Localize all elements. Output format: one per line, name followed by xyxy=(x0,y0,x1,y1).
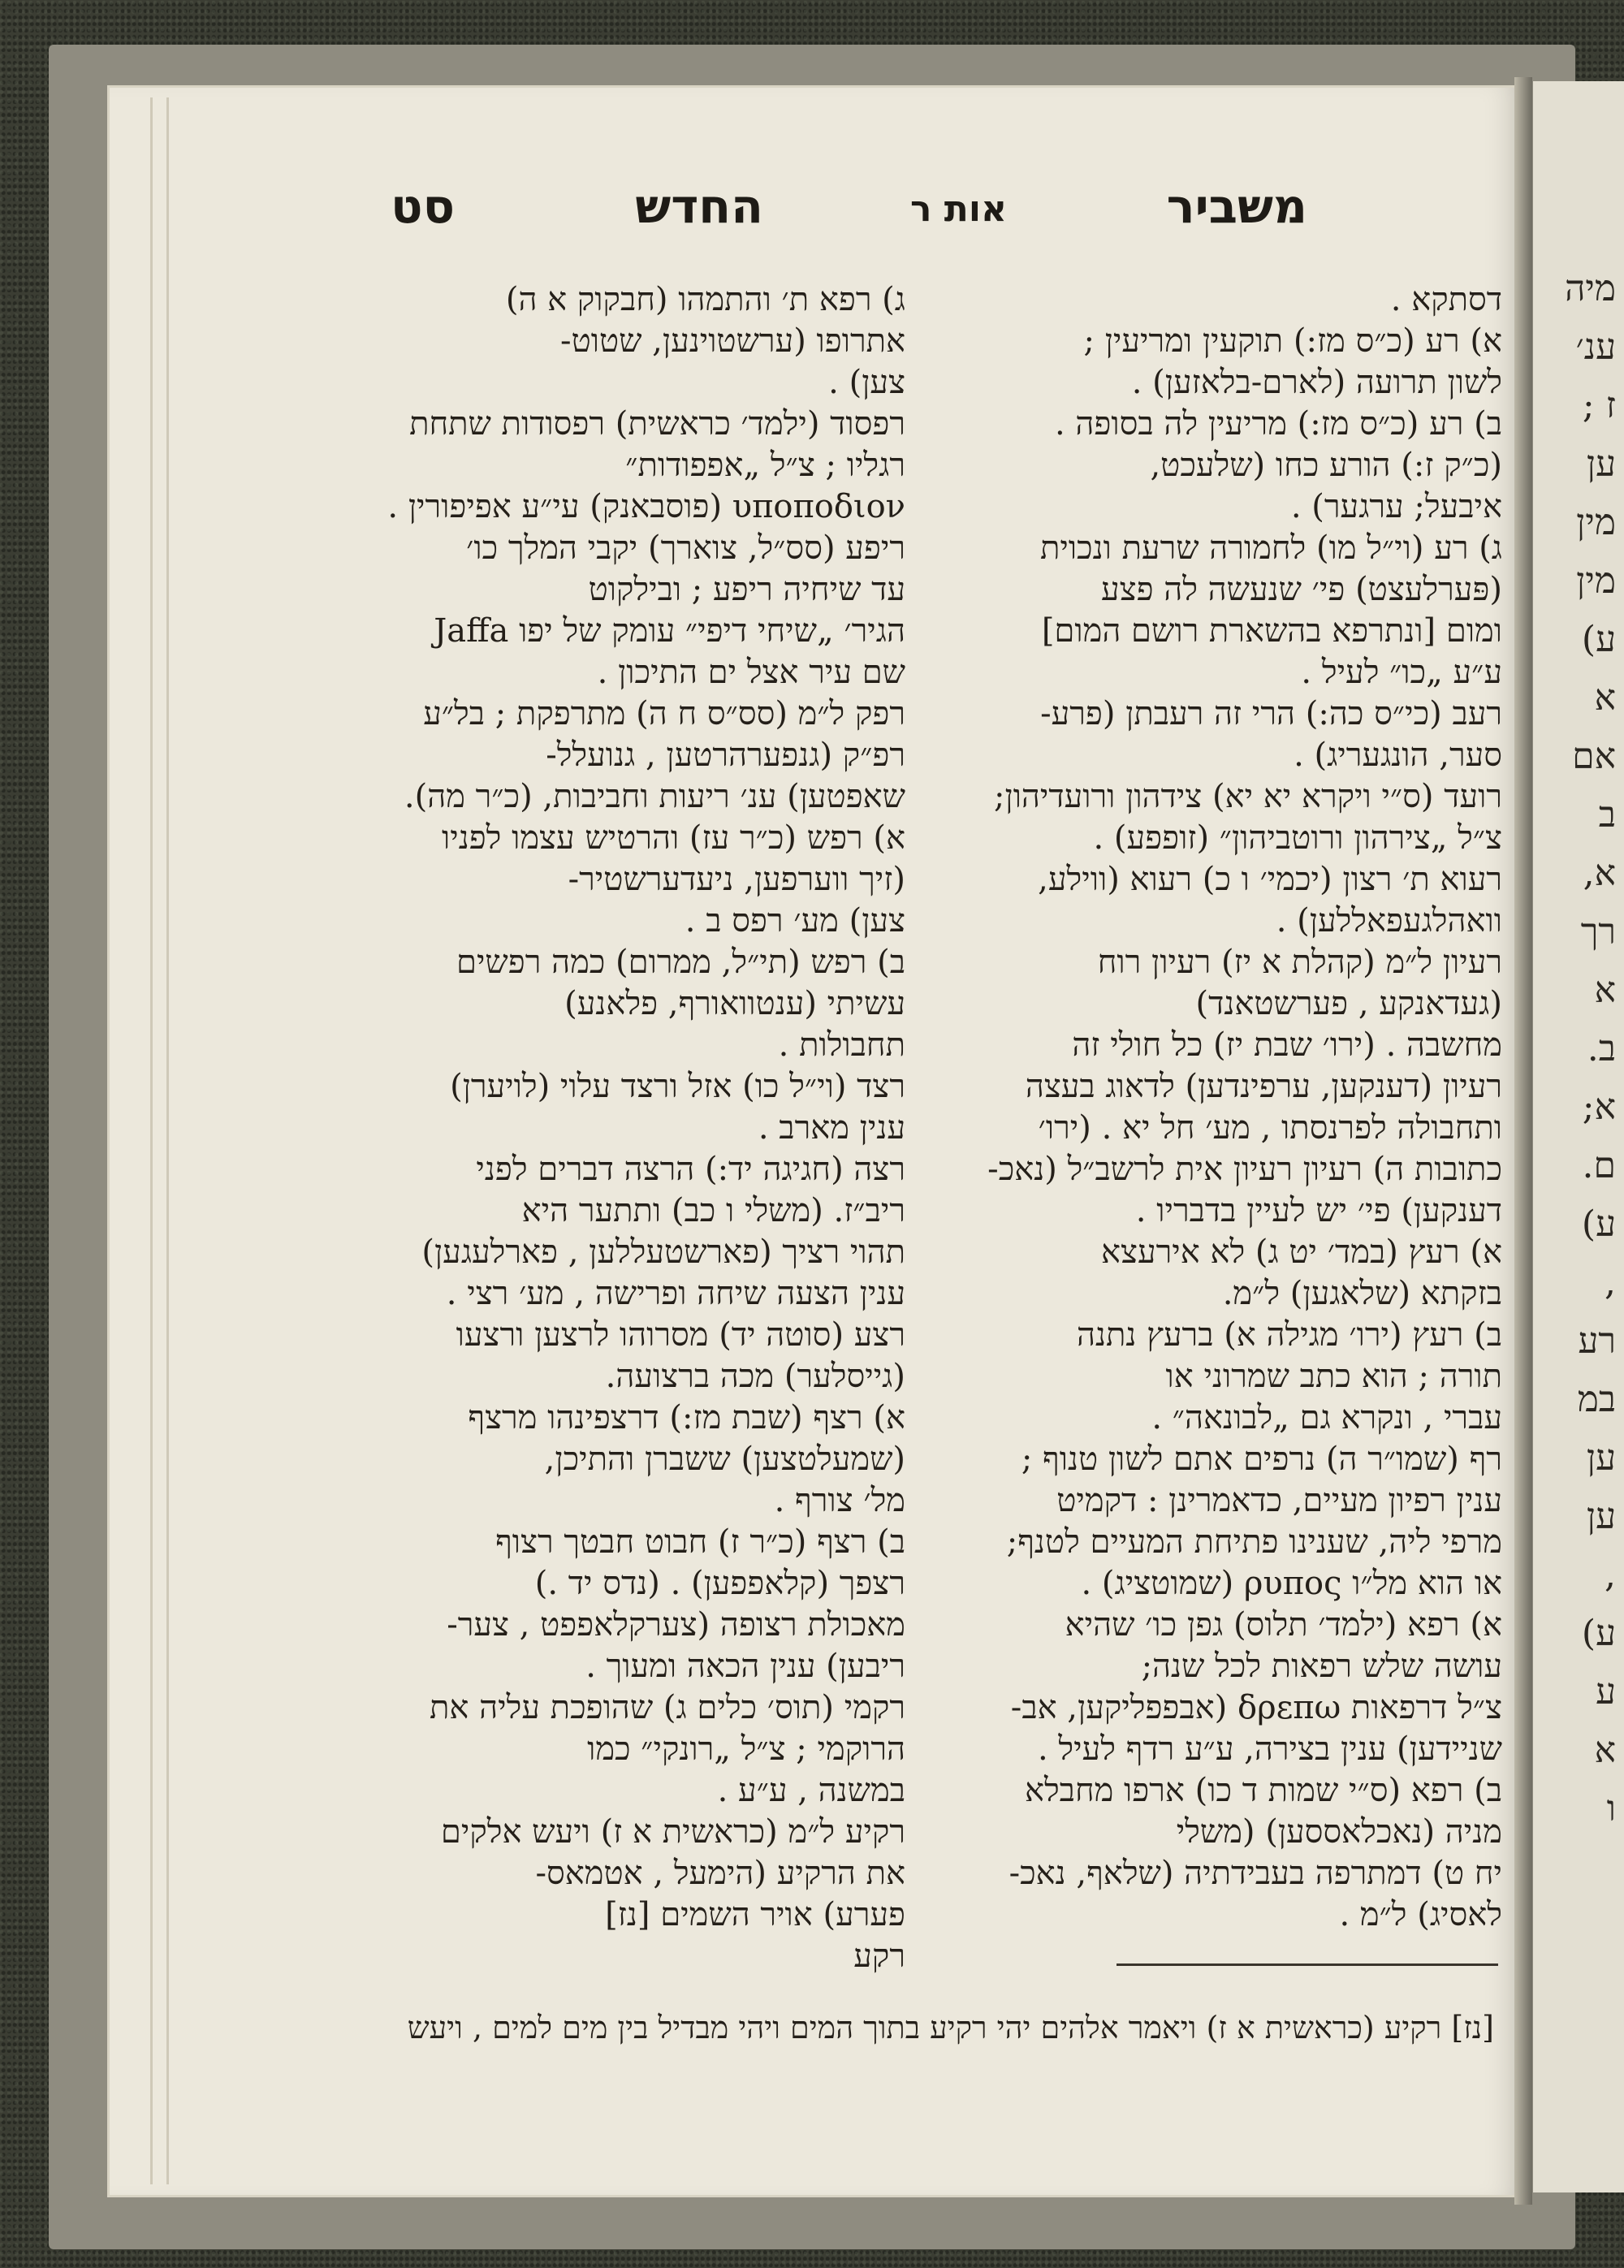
text-line: בזקתא (שלאגען) ל״מ. xyxy=(1222,1275,1502,1312)
text-line: (פּערלעצט) פי׳ שנעשה לה פצע xyxy=(1100,571,1502,608)
text-line: תורה ; הוא כתב שמרוני או xyxy=(1165,1358,1502,1395)
text-line: עשיתי (ענטוואורף, פלאנע) xyxy=(564,985,905,1022)
text-line: רקיע ל״מ (כראשית א ז) ויעש אלקים xyxy=(440,1813,905,1851)
facing-page-text: ען xyxy=(1586,1437,1616,1479)
text-line: רצע (סוטה יד) מסרוהו לרצען ורצעו xyxy=(456,1316,905,1354)
text-line: עושה שלש רפאות לכל שנה; xyxy=(1141,1648,1502,1685)
facing-page-text: מין xyxy=(1576,560,1616,602)
text-line: לאסיג) ל״מ . xyxy=(1339,1896,1502,1933)
text-line: רועד (ס״י ויקרא יא יא) צידהון ורועדיהון; xyxy=(994,778,1502,815)
text-line: (שמעלטצען) ששברן והתיכן, xyxy=(544,1441,905,1478)
text-line: במשנה , ע״ע . xyxy=(717,1772,905,1809)
text-line: υποποδιον (פוסבאנק) עי״ע אפיפורין . xyxy=(387,488,905,525)
left-column xyxy=(321,276,905,1981)
text-line: רעוא ת׳ רצון (יכמי׳ ו כ) רעוא (ווילע, xyxy=(1038,861,1502,898)
facing-page-text: ב. xyxy=(1587,1028,1616,1069)
text-line: דענקען) פי׳ יש לעיין בדבריו . xyxy=(1135,1192,1502,1229)
page-edge-line xyxy=(150,97,153,2184)
footnote: [נז] רקיע (כראשית א ז) ויאמר אלהים יהי רקיע בתוך המים ויהי מבדיל בין מים למים , ויעש xyxy=(407,2010,1494,2046)
text-line: כתובות ה) רעיון רעיון אית לרשב״ל (נאכ- xyxy=(987,1151,1502,1188)
text-line: רעיון ל״מ (קהלת א יז) רעיון רוח xyxy=(1097,944,1502,981)
text-line: עד שיחיה ריפע ; ובילקוט xyxy=(588,571,905,608)
text-line: ענין הצעה שיחה ופרישה , מע׳ רצי . xyxy=(446,1275,905,1312)
header-right-word: משביר xyxy=(1166,179,1307,234)
text-line: מניה (נאכלאססען) (משלי xyxy=(1176,1813,1502,1851)
facing-page-text: א, xyxy=(1583,853,1616,894)
text-line: ענין מארב . xyxy=(758,1109,905,1147)
text-line: מל׳ צורף . xyxy=(774,1482,905,1519)
text-line: ג) רע (וי״ל מו) לחמורה שרעת ונכוית xyxy=(1039,529,1502,567)
text-line: רצה (חגיגה יד:) הרצה דברים לפני xyxy=(476,1151,905,1188)
facing-page-text: , xyxy=(1605,1262,1616,1303)
facing-page-text: ע) xyxy=(1581,1203,1616,1245)
footnote-rule xyxy=(1116,1963,1498,1966)
facing-page-text: אם xyxy=(1572,736,1616,777)
text-line: עברי , ונקרא גם „לבונאה״ . xyxy=(1151,1399,1502,1436)
text-line: (כ״ק ז:) הורע כחו (שלעכט, xyxy=(1150,447,1502,484)
text-line: ב) רפש (תי״ל, ממרום) כמה רפשים xyxy=(456,944,905,981)
facing-page-text: ם. xyxy=(1582,1145,1616,1186)
text-line: רצפך (קלאפפען) . (נדס יד .) xyxy=(534,1565,905,1602)
text-line: רקע xyxy=(853,1938,905,1975)
facing-page-text: רך xyxy=(1580,911,1616,953)
facing-page-text: ע) xyxy=(1581,1613,1616,1654)
text-line: את הרקיע (הימעל , אטמאס- xyxy=(535,1855,905,1892)
text-line: (זיך ווערפען, ניעדערשטיר- xyxy=(568,861,905,898)
text-line: רגליו ; צ״ל „אפפודות״ xyxy=(625,447,905,484)
text-line: ענין רפיון מעיים, כדאמרינן : דקמיט xyxy=(1056,1482,1502,1519)
right-column xyxy=(934,276,1502,1941)
text-line: (געדאנקע , פערשטאנד) xyxy=(1195,985,1502,1022)
text-line: אתרופו (ערשטוינען, שטוט- xyxy=(560,322,905,360)
text-line: שם עיר אצל ים התיכון . xyxy=(597,654,905,691)
facing-page-text: רע xyxy=(1578,1320,1616,1362)
facing-page-text: ז ; xyxy=(1582,385,1616,426)
text-line: ותחבולה לפרנסתו , מע׳ חל יא . (ירו׳ xyxy=(1038,1109,1502,1147)
text-line: הרוקמי ; צ״ל „רונקי״ כמו xyxy=(587,1730,905,1768)
text-line: א) רעץ (במד׳ יט ג) לא אירעצא xyxy=(1100,1233,1502,1271)
facing-page-text: מין xyxy=(1576,502,1616,543)
text-line: רפק ל״מ (סס״ס ח ה) מתרפקת ; בל״ע xyxy=(423,695,905,732)
facing-page-text: א xyxy=(1594,677,1616,719)
facing-page-text: א xyxy=(1594,970,1616,1011)
text-line: פערע) אויר השמים [נז] xyxy=(605,1896,905,1933)
page-number: סט xyxy=(391,179,455,234)
facing-page-text: ו xyxy=(1606,1788,1616,1830)
facing-page-text: א xyxy=(1594,1730,1616,1771)
text-line: יח ט) דמתרפה בעבידתיה (שלאף, נאכ- xyxy=(1009,1855,1502,1892)
facing-page-text: ע) xyxy=(1581,619,1616,660)
text-line: א) רפש (כ״ר עז) והרטיש עצמו לפניו xyxy=(441,819,905,857)
text-line: רקמי (תוס׳ כלים ג) שהופכת עליה את xyxy=(430,1689,905,1726)
header-left-word: החדש xyxy=(635,179,763,234)
text-line: א) רפא (ילמד׳ תלוס) גפן כו׳ שהיא xyxy=(1065,1606,1502,1644)
text-line: צ״ל „צירהון ורוטביהון״ (זופפע) . xyxy=(1093,819,1502,857)
facing-page-text: ב xyxy=(1598,794,1616,836)
facing-page-text: ע xyxy=(1596,1671,1616,1713)
text-line: הגיר׳ „שיחי דיפי״ עומק של יפו Jaffa xyxy=(434,612,905,650)
text-line: רף (שמו״ר ה) נרפים אתם לשון טנוף ; xyxy=(1021,1441,1502,1478)
text-line: ב) רפא (ס״י שמות ד כו) ארפו מחבלא xyxy=(1024,1772,1502,1809)
text-line: ע״ע „כו״ לעיל . xyxy=(1301,654,1502,691)
text-line: או הוא מל״ו ρυπος (שמוטציג) . xyxy=(1081,1565,1502,1602)
text-line: דסתקא . xyxy=(1390,281,1502,318)
text-line: תחבולות . xyxy=(778,1026,905,1064)
facing-page-text: ען xyxy=(1586,443,1616,485)
text-line: וואהלגעפאללען) . xyxy=(1276,902,1502,940)
facing-page-text: ענ׳ xyxy=(1575,326,1616,368)
text-line: רצד (וי״ל כו) אזל ורצד עלוי (לויערן) xyxy=(450,1068,905,1105)
text-line: צ״ל דרפאות δρεπω (אבפפליקען, אב- xyxy=(1010,1689,1502,1726)
text-line: א) רע (כ״ס מז:) תוקעין ומריעין ; xyxy=(1083,322,1502,360)
text-line: ג) רפא ת׳ והתמהו (חבקוק א ה) xyxy=(505,281,905,318)
text-line: סער, הונגעריג) . xyxy=(1294,737,1502,774)
facing-page-text: א; xyxy=(1582,1086,1616,1128)
facing-page-fragment xyxy=(1533,81,1624,2192)
text-line: א) רצף (שבת מז:) דרצפינהו מרצף xyxy=(468,1399,905,1436)
text-line: לשון תרועה (לארם-בלאזען) . xyxy=(1131,364,1502,401)
text-line: שאפטען) ענ׳ ריעות וחביבות, (כ״ר מה). xyxy=(404,778,905,815)
text-line: רפ״ק (גנפערהרטען , גנועלל- xyxy=(546,737,905,774)
text-line: מרפי ליה, שענינו פתיחת המעיים לטנף; xyxy=(1006,1523,1502,1561)
text-line: ריפע (סס״ל, צוארך) יקבי המלך כו׳ xyxy=(466,529,905,567)
facing-page-text: , xyxy=(1605,1554,1616,1596)
text-line: תהוי רציך (פארשטעללען , פארלעגען) xyxy=(421,1233,905,1271)
text-line: שניידען) ענין בצירה, ע״ע רדף לעיל . xyxy=(1037,1730,1502,1768)
facing-page-text: ען xyxy=(1586,1496,1616,1537)
text-line: רעיון (דענקען, ערפינדען) לדאוג בעצה xyxy=(1025,1068,1502,1105)
text-line: רפסוד (ילמד׳ כראשית) רפסודות שתחת xyxy=(409,405,905,443)
header-letter: אות ר xyxy=(909,188,1007,230)
text-line: צען) . xyxy=(828,364,905,401)
facing-page-text: מיה xyxy=(1565,268,1616,309)
text-line: איבעל; ערגער) . xyxy=(1290,488,1502,525)
text-line: ב) רע (כ״ס מז:) מריעין לה בסופה . xyxy=(1054,405,1502,443)
page-edge-line xyxy=(166,97,169,2184)
book-gutter xyxy=(1514,77,1532,2205)
text-line: (גייסלער) מכה ברצועה. xyxy=(605,1358,905,1395)
text-line: ומום [ונתרפא בהשארת רושם המום] xyxy=(1041,612,1502,650)
text-line: ריבען) ענין הכאה ומעוך . xyxy=(585,1648,905,1685)
text-line: ריב״ז. (משלי ו כב) ותתער היא xyxy=(521,1192,905,1229)
text-line: צען) מע׳ רפס ב . xyxy=(685,902,905,940)
text-line: ב) רעץ (ירו׳ מגילה א) ברעץ נתנה xyxy=(1076,1316,1502,1354)
facing-page-text: במ xyxy=(1577,1379,1616,1420)
text-line: מאכולת רצופה (צערקלאפפט , צער- xyxy=(447,1606,905,1644)
text-line: מחשבה . (ירו׳ שבת יז) כל חולי זה xyxy=(1072,1026,1502,1064)
text-line: ב) רצף (כ״ר ז) חבוט חבטך רצוף xyxy=(495,1523,905,1561)
text-line: רעב (כי״ס כה:) הרי זה רעבתן (פרע- xyxy=(1040,695,1502,732)
